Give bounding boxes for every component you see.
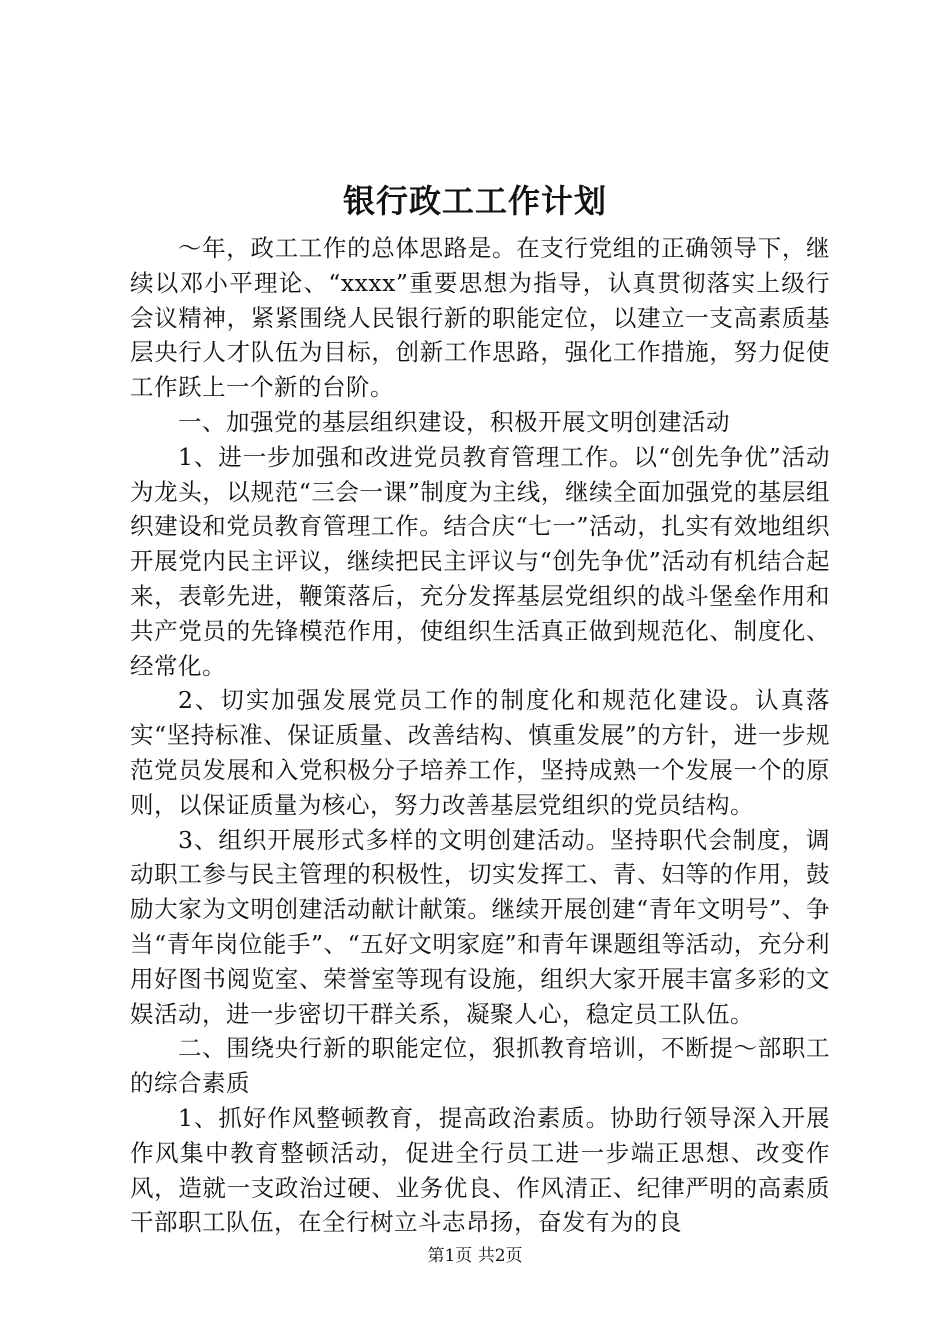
paragraph-1-2: 2、切实加强发展党员工作的制度化和规范化建设。认真落实“坚持标准、保证质量、改善结构、慎重发展”的方针，进一步规范党员发展和入党积极分子培养工作，坚持成熟一个发展一个的原则，以保证质量为核心，努力改善基层党组织的党员结构。 <box>130 686 830 819</box>
paragraph-2-1: 1、抓好作风整顿教育，提高政治素质。协助行领导深入开展作风集中教育整顿活动，促进全行员工进一步端正思想、改变作风，造就一支政治过硬、业务优良、作风清正、纪律严明的高素质干部职工队伍，在全行树立斗志昂扬，奋发有为的良 <box>130 1103 830 1237</box>
section-heading-1: 一、加强党的基层组织建设，积极开展文明创建活动 <box>178 407 730 436</box>
page-number-footer: 第1页 共2页 <box>427 1246 523 1266</box>
paragraph-1-1: 1、进一步加强和改进党员教育管理工作。以“创先争优”活动为龙头，以规范“三会一课”制度为主线，继续全面加强党的基层组织建设和党员教育管理工作。结合庆“七一”活动，扎实有效地组织开展党内民主评议，继续把民主评议与“创先争优”活动有机结合起来，表彰先进，鞭策落后，充分发挥基层党组织的战斗堡垒作用和共产党员的先锋模范作用，使组织生活真正做到规范化、制度化、经常化。 <box>130 442 830 680</box>
document-body <box>130 231 830 1240</box>
section-heading-2: 二、围绕央行新的职能定位，狠抓教育培训，不断提～部职工的综合素质 <box>130 1034 830 1098</box>
paragraph-intro: ～年，政工工作的总体思路是。在支行党组的正确领导下，继续以邓小平理论、“xxxx”重要思想为指导，认真贯彻落实上级行会议精神，紧紧围绕人民银行新的职能定位，以建立一支高素质基层央行人才队伍为目标，创新工作思路，强化工作措施，努力促使工作跃上一个新的台阶。 <box>130 234 830 402</box>
document-title: 银行政工工作计划 <box>342 182 607 220</box>
paragraph-1-3: 3、组织开展形式多样的文明创建活动。坚持职代会制度，调动职工参与民主管理的积极性，切实发挥工、青、妇等的作用，鼓励大家为文明创建活动献计献策。继续开展创建“青年文明号”、争当“青年岗位能手”、“五好文明家庭”和青年课题组等活动，充分利用好图书阅览室、荣誉室等现有设施，组织大家开展丰富多彩的文娱活动，进一步密切干群关系，凝聚人心，稳定员工队伍。 <box>130 825 830 1028</box>
